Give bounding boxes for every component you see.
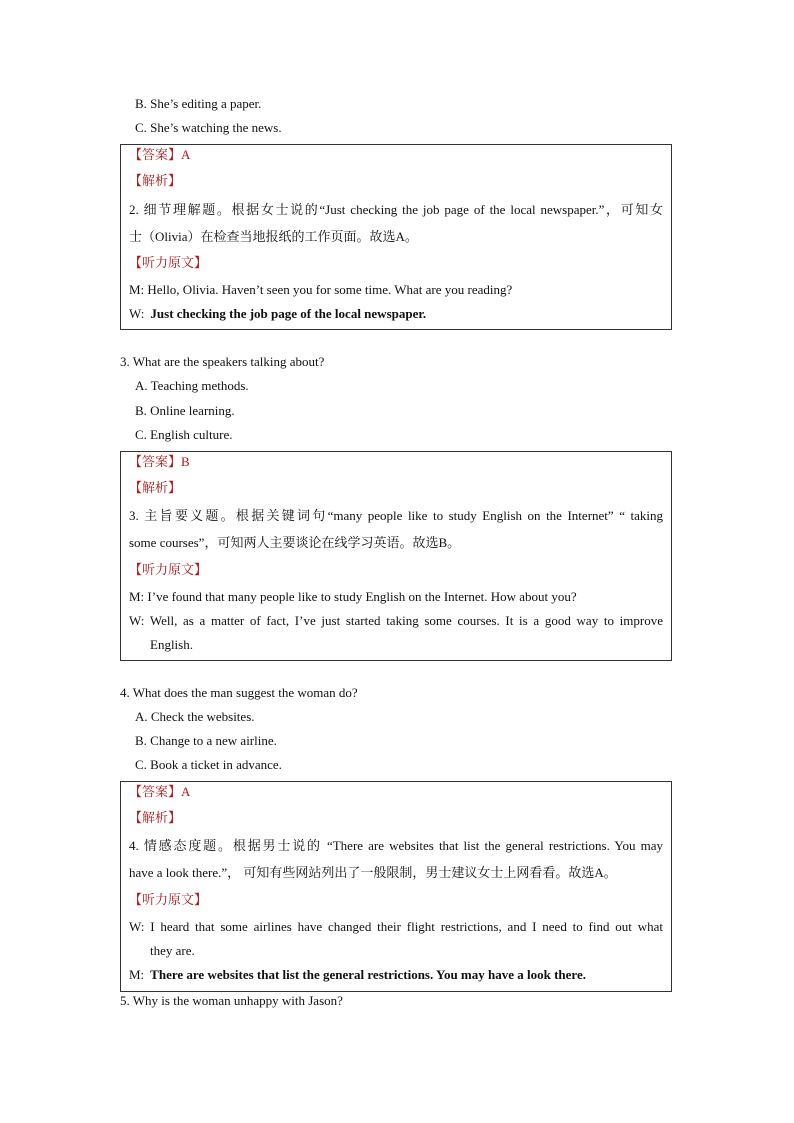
q2-transcript-line-2 bbox=[129, 306, 663, 322]
q3-transcript-line-2-cont: English. bbox=[150, 637, 193, 652]
q2-transcript-line-1: M: Hello, Olivia. Haven’t seen you for some time. What are you reading? bbox=[129, 282, 513, 297]
q4-option-c: C. Book a ticket in advance. bbox=[135, 757, 282, 772]
q3-option-c: C. English culture. bbox=[135, 427, 233, 442]
q4-transcript-key-sentence: There are websites that list the general restrictions. You may have a look there. bbox=[150, 967, 586, 982]
q4-transcript-speaker: M: bbox=[129, 967, 145, 982]
q3-transcript-label: 【听力原文】 bbox=[129, 562, 208, 577]
q3-answer: 【答案】B bbox=[129, 454, 190, 469]
q3-transcript-line-1: M: I’ve found that many people like to study English on the Internet. How about you? bbox=[129, 589, 577, 604]
q3-analysis-line-1: 3. 主旨要义题。根据关键词句“many people like to study English on the Internet” “ taking bbox=[129, 508, 663, 523]
q3-answer-box bbox=[120, 451, 672, 661]
q2-answer-box bbox=[120, 144, 672, 330]
q2-analysis-label: 【解析】 bbox=[129, 173, 182, 188]
q3-analysis-line-2: some courses”，可知两人主要谈论在线学习英语。故选B。 bbox=[129, 535, 461, 550]
q2-analysis-line-1: 2. 细节理解题。根据女士说的“Just checking the job page of the local newspaper.”，可知女 bbox=[129, 202, 663, 217]
q4-transcript-line-1-cont: they are. bbox=[150, 943, 195, 958]
q2-transcript-label: 【听力原文】 bbox=[129, 255, 208, 270]
q4-question: 4. What does the man suggest the woman do? bbox=[120, 685, 358, 700]
q4-transcript-line-1: W: I heard that some airlines have changed their flight restrictions, and I need to find out what bbox=[129, 919, 663, 934]
q4-answer-box bbox=[120, 781, 672, 992]
q3-option-a: A. Teaching methods. bbox=[135, 378, 249, 393]
q2-analysis-line-2: 士（Olivia）在检查当地报纸的工作页面。故选A。 bbox=[129, 229, 418, 244]
q2-option-b: B. She’s editing a paper. bbox=[135, 96, 262, 111]
q4-answer: 【答案】A bbox=[129, 784, 191, 799]
q2-transcript-key-sentence: Just checking the job page of the local newspaper. bbox=[150, 306, 427, 321]
q2-transcript-speaker: W: bbox=[129, 306, 145, 321]
q3-analysis-label: 【解析】 bbox=[129, 480, 182, 495]
q4-transcript-line-2 bbox=[129, 967, 663, 983]
q4-analysis-label: 【解析】 bbox=[129, 810, 182, 825]
q4-transcript-label: 【听力原文】 bbox=[129, 892, 208, 907]
q4-option-b: B. Change to a new airline. bbox=[135, 733, 277, 748]
q3-option-b: B. Online learning. bbox=[135, 403, 235, 418]
q4-analysis-line-2: have a look there.”， 可知有些网站列出了一般限制，男士建议女士上网看看。故选A。 bbox=[129, 865, 617, 880]
q3-question: 3. What are the speakers talking about? bbox=[120, 354, 325, 369]
q4-option-a: A. Check the websites. bbox=[135, 709, 255, 724]
q2-option-c: C. She’s watching the news. bbox=[135, 120, 282, 135]
q3-transcript-line-2: W: Well, as a matter of fact, I’ve just started taking some courses. It is a good way to improve bbox=[129, 613, 663, 628]
q5-question: 5. Why is the woman unhappy with Jason? bbox=[120, 993, 343, 1008]
q2-answer: 【答案】A bbox=[129, 147, 191, 162]
q4-analysis-line-1: 4. 情感态度题。根据男士说的 “There are websites that list the general restrictions. You may bbox=[129, 838, 663, 853]
